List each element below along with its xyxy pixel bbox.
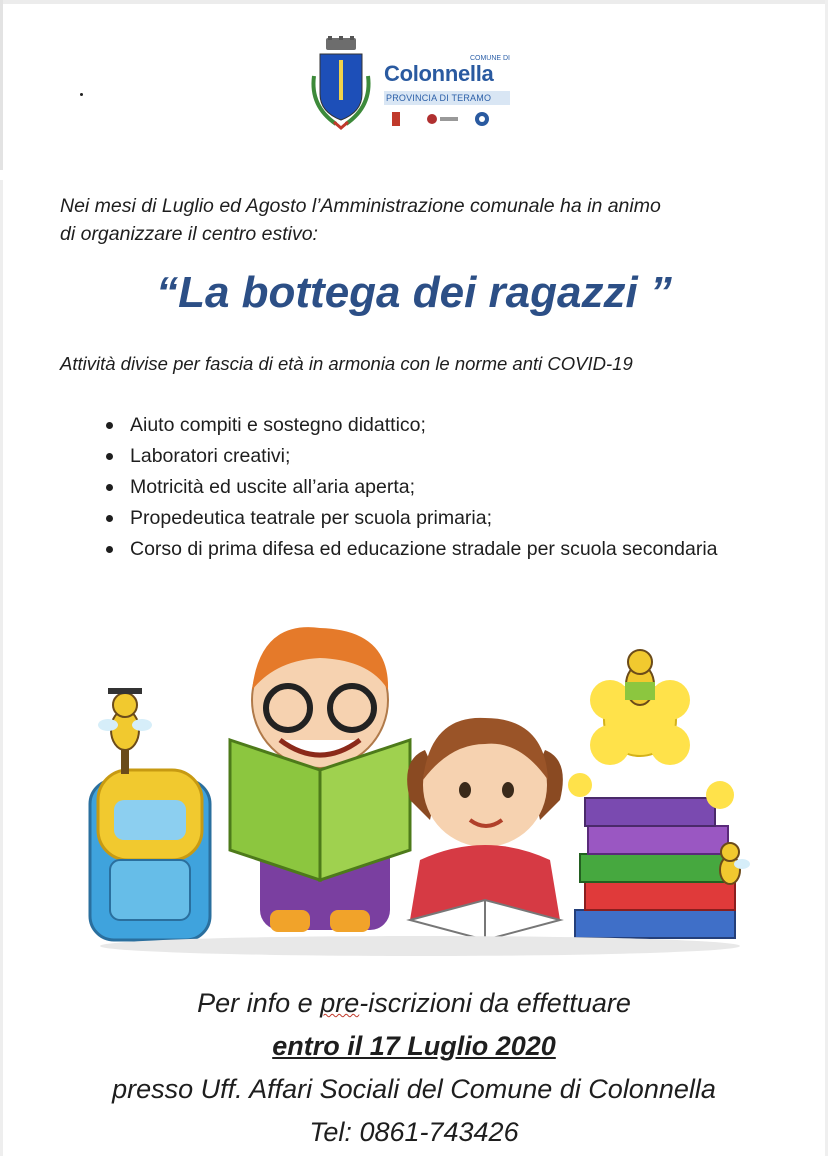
list-item: Laboratori creativi; (106, 441, 726, 472)
list-item: Corso di prima difesa ed educazione stradale per scuola secondaria (106, 534, 726, 565)
page-edge-top (0, 0, 828, 4)
book-stack-icon (575, 798, 735, 938)
intro-paragraph (60, 192, 780, 248)
bullet-icon (106, 484, 113, 491)
list-item: Aiuto compiti e sostegno didattico; (106, 410, 726, 441)
colonnella-brand-logo (384, 55, 510, 107)
municipal-crest-logo (306, 36, 376, 132)
intro-line-2: di organizzare il centro estivo: (60, 223, 318, 245)
list-item: Propedeutica teatrale per scuola primaria; (106, 503, 726, 534)
office-location: presso Uff. Affari Sociali del Comune di Colonnella (112, 1074, 716, 1104)
graduate-bee-icon (98, 688, 152, 774)
brand-name: Colonnella (384, 61, 494, 86)
page-edge-left (0, 0, 3, 170)
brand-province: PROVINCIA DI TERAMO (386, 93, 492, 103)
bullet-icon (106, 546, 113, 553)
subtitle: Attività divise per fascia di età in armonia con le norme anti COVID-19 (60, 353, 633, 374)
activities-list (106, 410, 726, 565)
stray-dot (80, 93, 83, 96)
small-bee-icon (720, 843, 750, 884)
flower-bee-icon (568, 650, 734, 809)
phone-number: Tel: 0861-743426 (309, 1117, 519, 1147)
kids-reading-illustration (80, 620, 760, 960)
event-title: “La bottega dei ragazzi ” (156, 268, 672, 317)
registration-deadline: entro il 17 Luglio 2020 (272, 1031, 556, 1061)
list-item: Motricità ed uscite all’aria aperta; (106, 472, 726, 503)
girl-reading-icon (407, 718, 563, 940)
footer-info (0, 982, 828, 1154)
bullet-icon (106, 453, 113, 460)
bullet-icon (106, 422, 113, 429)
boy-reading-icon (230, 627, 410, 932)
bullet-icon (106, 515, 113, 522)
partner-logos (390, 108, 500, 130)
footer-line-1: Per info e pre-iscrizioni da effettuare (197, 988, 631, 1018)
backpack-icon (90, 770, 210, 940)
intro-line-1: Nei mesi di Luglio ed Agosto l’Amministrazione comunale ha in animo (60, 195, 661, 217)
brand-small-text: COMUNE DI (469, 55, 510, 62)
